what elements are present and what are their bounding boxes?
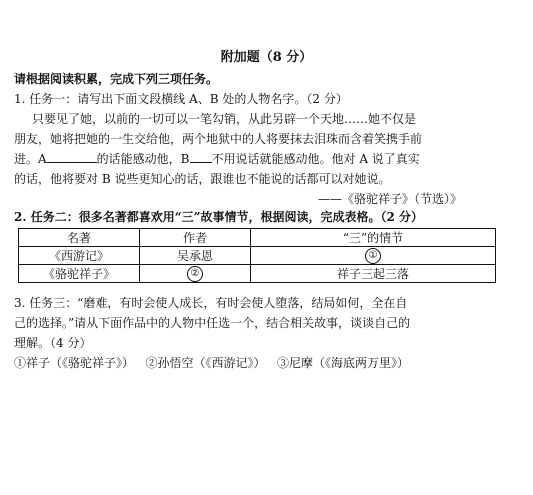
task1-passage-line-2: 朋友，她将把她的一生交给他，两个地狱中的人将要抹去泪珠而含着笑携手前 <box>14 132 423 146</box>
task1-passage-line-1: 只要见了她，以前的一切可以一笔勾销，从此另辟一个天地……她不仅是 <box>32 112 417 126</box>
table-row <box>19 265 496 283</box>
answer-marker-2: ② <box>187 266 203 282</box>
instruction: 请根据阅读积累，完成下列三项任务。 <box>14 72 219 86</box>
blank-b[interactable] <box>190 152 212 163</box>
table-cell: 《西游记》 <box>19 247 140 265</box>
task1-prompt: 1. 任务一：请写出下面文段横线 A、B 处的人物名字。（2 分） <box>14 92 348 106</box>
table-cell: 祥子三起三落 <box>251 265 496 283</box>
task3-line-2: 己的选择。”请从下面作品中的人物中任选一个，结合相关故事，谈谈自己的 <box>14 316 411 330</box>
task1-passage-line-4: 的话，他将要对 B 说些更知心的话，跟谁也不能说的话都可以对她说。 <box>14 172 391 186</box>
task2-prompt: 2. 任务二：很多名著都喜欢用“三”故事情节，根据阅读，完成表格。（2 分） <box>14 210 424 224</box>
table-header: 名著 <box>19 229 140 247</box>
task3-line-1: 3. 任务三：“磨难，有时会使人成长，有时会使人堕落，结局如何，全在自 <box>14 296 408 310</box>
task1-passage-line-3 <box>14 152 420 166</box>
option-sunwukong: ②孙悟空（《西游记》） <box>145 356 266 370</box>
task1-text-c: 不用说话就能感动他。他对 A 说了真实 <box>211 152 420 166</box>
task1-text-b: 的话能感动他，B <box>96 152 190 166</box>
page-title: 附加题（8 分） <box>220 50 313 65</box>
table-header: “三”的情节 <box>251 229 496 247</box>
option-nemo: ③尼摩（《海底两万里》） <box>276 356 409 370</box>
task1-source: ——《骆驼祥子》（节选）》 <box>318 192 463 206</box>
table-cell: 吴承恩 <box>140 247 251 265</box>
table-header-row <box>19 229 496 247</box>
table-cell[interactable] <box>251 247 496 265</box>
task3-line-3: 理解。（4 分） <box>14 336 92 350</box>
table-cell[interactable] <box>140 265 251 283</box>
task1-text-a: 进。A <box>14 152 47 166</box>
table-row <box>19 247 496 265</box>
blank-a[interactable] <box>47 152 97 163</box>
table-cell: 《骆驼祥子》 <box>19 265 140 283</box>
option-xiangzi: ①祥子（《骆驼祥子》） <box>14 356 135 370</box>
plot-table <box>18 228 496 283</box>
answer-marker-1: ① <box>365 248 381 264</box>
task3-options <box>14 356 409 370</box>
table-header: 作者 <box>140 229 251 247</box>
